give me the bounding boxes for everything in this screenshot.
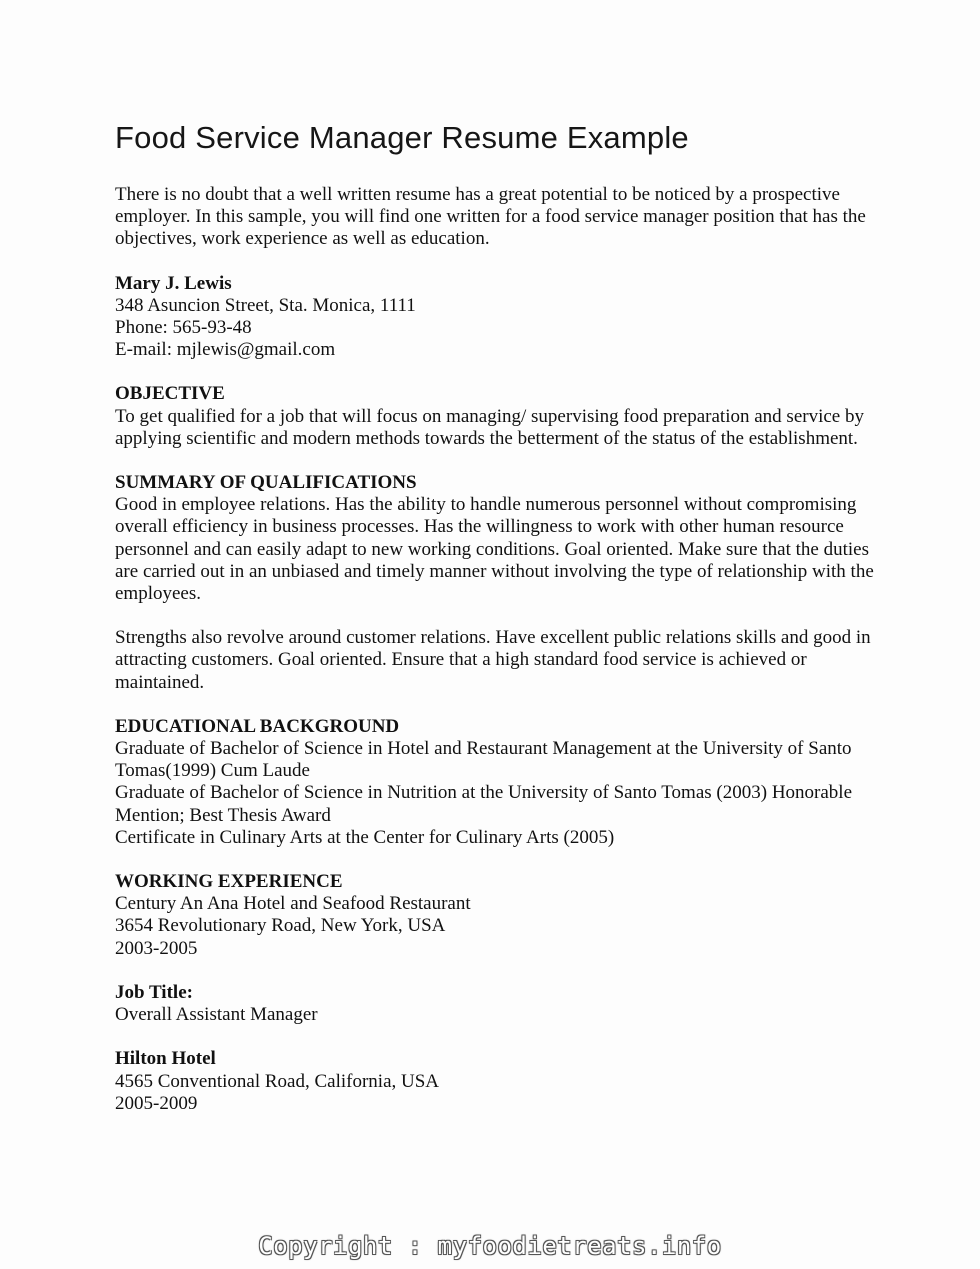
page-title: Food Service Manager Resume Example (115, 120, 689, 155)
employer-address: 3654 Revolutionary Road, New York, USA (115, 915, 446, 937)
objective-section (115, 383, 875, 450)
education-item: Graduate of Bachelor of Science in Nutrition at the University of Santo Tomas (2003) Honorable Mention; Best Thesis Award (115, 782, 853, 826)
education-item: Graduate of Bachelor of Science in Hotel and Restaurant Management at the University of Santo Tomas(1999) Cum Laude (115, 738, 852, 782)
contact-name: Mary J. Lewis (115, 272, 232, 294)
contact-section (115, 273, 875, 362)
contact-email: E-mail: mjlewis@gmail.com (115, 339, 336, 361)
education-heading: EDUCATIONAL BACKGROUND (115, 715, 400, 737)
intro-paragraph: There is no doubt that a well written resume has a great potential to be noticed by a prospective employer. In this sample, you will find one written for a food service manager position that has the objectives, work experience as well as education. (115, 184, 866, 250)
summary-strengths-section (115, 627, 875, 694)
summary-section (115, 472, 875, 605)
contact-phone: Phone: 565-93-48 (115, 317, 252, 339)
employer-years: 2003-2005 (115, 937, 198, 959)
objective-text: To get qualified for a job that will focus on managing/ supervising food preparation and service by applying scientific and modern methods towards the betterment of the status of the establishment. (115, 405, 864, 449)
employer-address: 4565 Conventional Road, California, USA (115, 1070, 440, 1092)
summary-paragraph: Good in employee relations. Has the ability to handle numerous personnel without compromising overall efficiency in business processes. Has the willingness to work with other human resource personnel and can easily adapt to new working conditions. Goal oriented. Make sure that the duties are carried out in an unbiased and timely manner without involving the type of relationship with the employees. (115, 494, 874, 605)
summary-heading: SUMMARY OF QUALIFICATIONS (115, 472, 417, 494)
employer-years: 2005-2009 (115, 1092, 198, 1114)
employer-name: Hilton Hotel (115, 1048, 216, 1070)
employer-name: Century An Ana Hotel and Seafood Restaurant (115, 893, 471, 915)
job-title-value: Overall Assistant Manager (115, 1004, 318, 1026)
second-employer-section (115, 1048, 875, 1115)
education-item: Certificate in Culinary Arts at the Center for Culinary Arts (2005) (115, 826, 615, 848)
job-title-section (115, 982, 875, 1026)
job-title-label: Job Title: (115, 981, 193, 1003)
summary-paragraph: Strengths also revolve around customer relations. Have excellent public relations skills and good in attracting customers. Goal oriented. Ensure that a high standard food service is achieved or maintained. (115, 627, 871, 693)
copyright-watermark: Copyright : myfoodietreats.info (258, 1232, 722, 1260)
education-section (115, 716, 875, 849)
experience-heading: WORKING EXPERIENCE (115, 871, 343, 893)
contact-address: 348 Asuncion Street, Sta. Monica, 1111 (115, 294, 416, 316)
resume-document (115, 118, 875, 1137)
intro-section (115, 184, 875, 251)
objective-heading: OBJECTIVE (115, 383, 225, 405)
experience-section (115, 871, 875, 960)
